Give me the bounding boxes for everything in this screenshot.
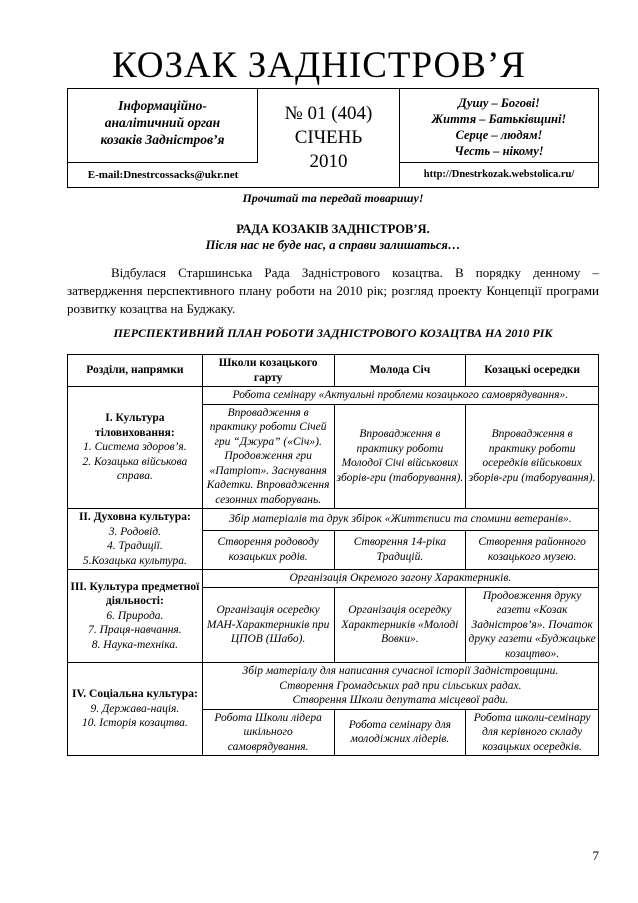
table-cell: Впровадження в практику роботи Молодої Січі військових зборів-гри (таборування).: [334, 404, 466, 509]
motto: [400, 89, 598, 163]
email-link[interactable]: E-mail:Dnestrcossacks@ukr.net: [87, 169, 239, 181]
read-and-pass: Прочитай та передай товаришу!: [242, 191, 424, 205]
span-line: Створення Громадських рад при сільських радах.: [279, 679, 522, 692]
section-item: 6. Природа.: [106, 609, 164, 622]
section-item: 8. Наука-техніка.: [91, 638, 178, 651]
description-line-2: аналітичний орган: [104, 115, 221, 130]
section-cell: [68, 387, 203, 509]
section-item: 10. Історія козацтва.: [81, 717, 188, 730]
issue-number: № 01 (404): [284, 103, 373, 124]
description-line-3: козаків Задністров’я: [100, 132, 225, 147]
motto-line-2: Життя – Батьківщині!: [431, 112, 567, 126]
section-span-text: [202, 663, 598, 710]
motto-line-4: Честь – нікому!: [454, 144, 544, 158]
plan-title: ПЕРСПЕКТИВНИЙ ПЛАН РОБОТИ ЗАДНІСТРОВОГО КОЗАЦТВА НА 2010 РІК: [113, 326, 553, 340]
council-slogan: Після нас не буде нас, а справи залишаться…: [205, 238, 461, 252]
plan-table: [67, 354, 599, 756]
section-item: 5.Козацька культура.: [82, 554, 187, 567]
section-span-text: Робота семінару «Актуальні проблеми козацького самоврядування».: [202, 387, 598, 405]
intro-paragraph: Відбулася Старшинська Рада Задністрового козацтва. В порядку денному – затвердження перспективного плану роботи на 2010 рік; розгляд проекту Концепції програми розвитку козацтва на Буджаку.: [67, 265, 599, 316]
table-cell: Робота школи-семінару для керівного складу козацьких осередків.: [466, 709, 599, 756]
section-title: IV. Соціальна культура:: [71, 688, 198, 701]
issue-year: 2010: [309, 151, 348, 172]
table-cell: Організація осередку Характерників «Молоді Вовки».: [334, 587, 466, 663]
section-span-text: Збір матеріалів та друк збірок «Життєписи та спомини ветеранів».: [202, 509, 598, 531]
table-cell: Створення районного козацького музею.: [466, 530, 599, 569]
table-cell: Впровадження в практику роботи осередків військових зборів-гри (таборування).: [466, 404, 599, 509]
issue-info: [258, 89, 400, 187]
website-link[interactable]: http://Dnestrkozak.webstolica.ru/: [423, 169, 575, 180]
column-header: Розділи, напрямки: [68, 355, 203, 387]
table-cell: Організація осередку МАН-Характерників при ЦПОВ (Шабо).: [202, 587, 334, 663]
masthead-box: [67, 88, 599, 188]
section-item: 1. Система здоров’я.: [83, 441, 187, 454]
column-header: Молода Січ: [334, 355, 466, 387]
section-cell: [68, 663, 203, 756]
table-row: [68, 387, 599, 405]
motto-line-3: Серце – людям!: [455, 128, 543, 142]
section-cell: [68, 570, 203, 663]
publication-description: [68, 89, 258, 163]
section-item: 9. Держава-нація.: [90, 702, 180, 715]
section-span-text: Організація Окремого загону Характерників.: [202, 570, 598, 588]
table-row: [68, 663, 599, 710]
table-cell: Створення родоводу козацьких родів.: [202, 530, 334, 569]
column-header: Козацькі осередки: [466, 355, 599, 387]
section-title: І. Культура тіловиховання:: [95, 412, 175, 439]
table-cell: Продовження друку газети «Козак Задністров’я». Початок друку газети «Буджацьке козацтво».: [466, 587, 599, 663]
section-item: 7. Праця-навчання.: [88, 624, 182, 637]
section-item: 2. Козацька військова справа.: [82, 455, 188, 483]
newspaper-title: КОЗАК ЗАДНІСТРОВ’Я: [112, 45, 526, 86]
table-cell: Робота Школи лідера шкільного самоврядування.: [202, 709, 334, 756]
table-header-row: [68, 355, 599, 387]
section-item: 4. Традиції.: [107, 540, 163, 552]
column-header: Школи козацького гарту: [202, 355, 334, 387]
table-row: [68, 570, 599, 588]
span-line: Збір матеріалу для написання сучасної історії Задністровщини.: [242, 665, 559, 677]
issue-month: СІЧЕНЬ: [294, 127, 363, 148]
table-cell: Впровадження в практику роботи Січей гри “Джура” («Січ»). Продовження гри «Патріот». Заснування Кадетки. Впровадження сезонних таборувань.: [202, 404, 334, 509]
description-line-1: Інформаційно-: [118, 98, 207, 113]
page-number: 7: [592, 848, 599, 863]
table-cell: Створення 14-ріка Традицій.: [334, 530, 466, 569]
table-cell: Робота семінару для молодіжних лідерів.: [334, 709, 466, 756]
council-heading: РАДА КОЗАКІВ ЗАДНІСТРОВ’Я.: [236, 222, 430, 236]
section-item: 3. Родовід.: [108, 525, 161, 538]
section-title: ІІІ. Культура предметної діяльності:: [70, 580, 200, 608]
span-line: Створення Школи депутата місцевої ради.: [292, 694, 509, 706]
section-cell: [68, 509, 203, 570]
section-title: ІІ. Духовна культура:: [78, 511, 191, 523]
table-row: [68, 509, 599, 531]
motto-line-1: Душу – Богові!: [458, 96, 540, 110]
